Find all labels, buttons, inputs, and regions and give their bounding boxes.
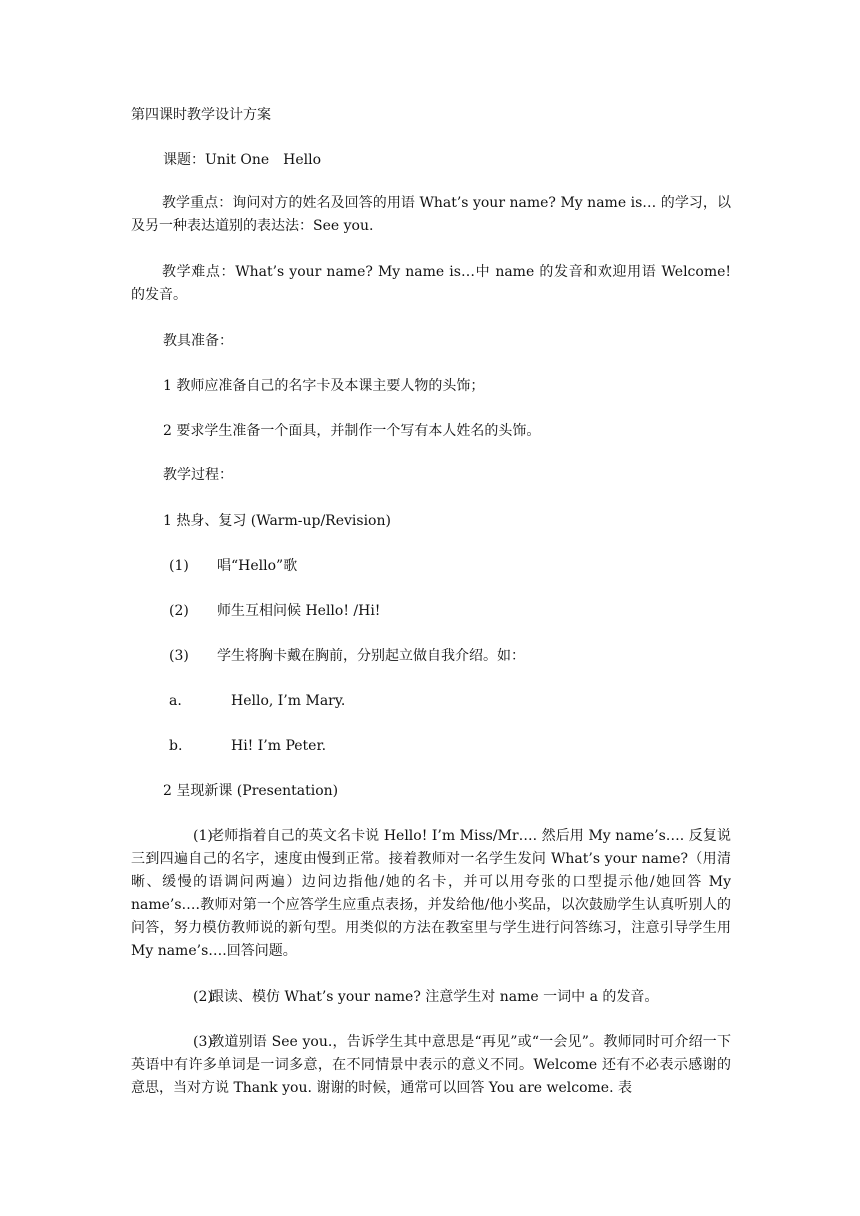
list-item-text: 师生互相问候 Hello! /Hi! xyxy=(217,603,381,619)
materials-item: 2 要求学生准备一个面具，并制作一个写有本人姓名的头饰。 xyxy=(163,423,541,439)
materials-heading: 教具准备： xyxy=(163,333,233,349)
list-item-text: 教道别语 See you.，告诉学生其中意思是“再见”或“一会见”。教师同时可介绍一下英语中有许多单词是一词多意，在不同情景中表示的意义不同。Welcome 还有不必表示感谢的意思，当对方说 Thank you. 谢谢的时候，通常可以回答 You are welcome. 表 xyxy=(131,1034,731,1096)
section-heading-presentation: 2 呈现新课 (Presentation) xyxy=(163,783,339,799)
example-letter: a. xyxy=(169,693,182,709)
example-text: Hello, I’m Mary. xyxy=(231,693,346,709)
presentation-paragraph xyxy=(131,1031,731,1100)
document-title: 第四课时教学设计方案 xyxy=(131,107,271,123)
list-item-number: (2) xyxy=(169,603,189,619)
teaching-difficulty: 教学难点：What’s your name? My name is…中 name 的发音和欢迎用语 Welcome! 的发音。 xyxy=(131,264,731,303)
list-item-text: 老师指着自己的英文名卡说 Hello! I’m Miss/Mr…. 然后用 My name’s…. 反复说三到四遍自己的名字，速度由慢到正常。接着教师对一名学生发问 What’s your name?（用清晰、缓慢的语调问两遍）边问边指他/她的名卡，并可以用夸张的口型提示他/她回答 My name’s….教师对第一个应答学生应重点表扬，并发给他/他小奖品，以次鼓励学生认真听别人的问答，努力模仿教师说的新句型。用类似的方法在教室里与学生进行问答练习，注意引导学生用 My name’s….回答问题。 xyxy=(131,828,731,959)
lesson-topic: 课题：Unit One Hello xyxy=(163,152,322,168)
list-item-number: (3) xyxy=(169,648,189,664)
list-item-number: (3) xyxy=(193,1034,213,1050)
list-item-text: 跟读、模仿 What’s your name? 注意学生对 name 一词中 a 的发音。 xyxy=(210,989,659,1005)
list-item-number: (1) xyxy=(193,828,213,844)
section-heading-warmup: 1 热身、复习 (Warm-up/Revision) xyxy=(163,513,391,529)
list-item-number: (1) xyxy=(169,558,189,574)
list-item-number: (2) xyxy=(193,989,213,1005)
example-item xyxy=(169,738,326,754)
list-item-text: 学生将胸卡戴在胸前，分别起立做自我介绍。如： xyxy=(217,648,525,664)
example-letter: b. xyxy=(169,738,183,754)
example-item xyxy=(169,693,345,709)
list-item xyxy=(169,558,297,574)
process-heading: 教学过程： xyxy=(163,467,233,483)
presentation-paragraph xyxy=(131,986,731,1009)
materials-item: 1 教师应准备自己的名字卡及本课主要人物的头饰； xyxy=(163,378,485,394)
list-item xyxy=(169,648,525,664)
teaching-focus: 教学重点：询问对方的姓名及回答的用语 What’s your name? My name is… 的学习，以及另一种表达道别的表达法：See you. xyxy=(131,195,731,234)
example-text: Hi! I’m Peter. xyxy=(231,738,327,754)
list-item-text: 唱“Hello”歌 xyxy=(217,558,298,574)
list-item xyxy=(169,603,380,619)
presentation-paragraph xyxy=(131,825,731,963)
